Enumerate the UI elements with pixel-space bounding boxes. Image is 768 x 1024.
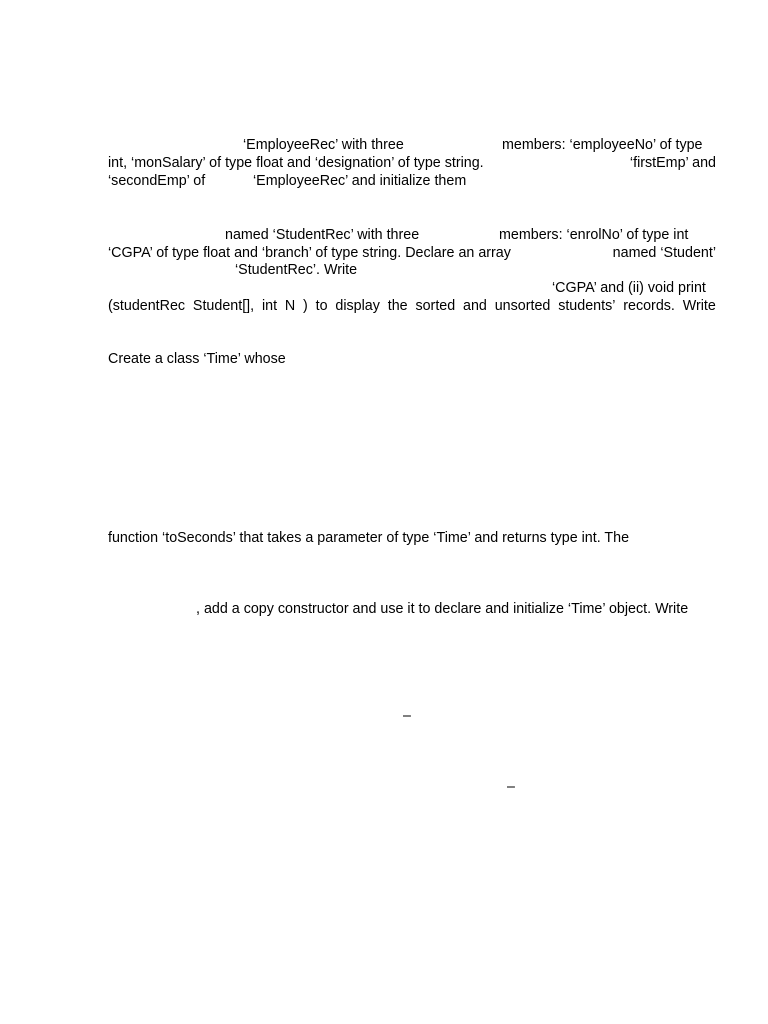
- q1-line1-part2: members: ‘employeeNo’ of type: [502, 137, 703, 153]
- word: int: [261, 298, 278, 314]
- word: students’: [558, 298, 616, 314]
- q2-line1-part2: members: ‘enrolNo’ of type int: [499, 227, 689, 243]
- word: display: [335, 298, 380, 314]
- word: N: [284, 298, 296, 314]
- q1-line1-part1: ‘EmployeeRec’ with three: [243, 137, 404, 153]
- word: and: [463, 298, 487, 314]
- word: sorted: [415, 298, 456, 314]
- q3-line2: function ‘toSeconds’ that takes a parameter of type ‘Time’ and returns type int. The: [108, 530, 630, 546]
- q2-line2-part1: ‘CGPA’ of type float and ‘branch’ of type string. Declare an array: [108, 245, 511, 261]
- q1-line3-part2: ‘EmployeeRec’ and initialize them: [253, 173, 467, 189]
- word: Student[],: [192, 298, 255, 314]
- q2-line3: ‘StudentRec’. Write: [235, 262, 358, 278]
- q1-line2: [108, 154, 716, 172]
- word: the: [387, 298, 408, 314]
- q3-line1: Create a class ‘Time’ whose: [108, 351, 286, 367]
- q2-line1-part1: named ‘StudentRec’ with three: [225, 227, 420, 243]
- word: ): [303, 298, 308, 314]
- word: to: [315, 298, 328, 314]
- word: Write: [682, 298, 716, 314]
- word: records.: [623, 298, 675, 314]
- q2-line2-part2: named ‘Student’: [612, 245, 716, 261]
- word: (studentRec: [108, 298, 186, 314]
- word: unsorted: [494, 298, 551, 314]
- q1-line3-part1: ‘secondEmp’ of: [108, 173, 206, 189]
- q2-line5: [108, 297, 716, 315]
- q3-line3: , add a copy constructor and use it to declare and initialize ‘Time’ object. Write: [196, 601, 689, 617]
- q1-line2-part2: ‘firstEmp’ and: [629, 155, 716, 171]
- q2-line4: ‘CGPA’ and (ii) void print: [552, 280, 706, 296]
- dash-mark-1: –: [403, 708, 411, 724]
- dash-mark-2: –: [507, 779, 515, 795]
- q2-line2: [108, 244, 716, 262]
- q1-line2-part1: int, ‘monSalary’ of type float and ‘designation’ of type string.: [108, 155, 484, 171]
